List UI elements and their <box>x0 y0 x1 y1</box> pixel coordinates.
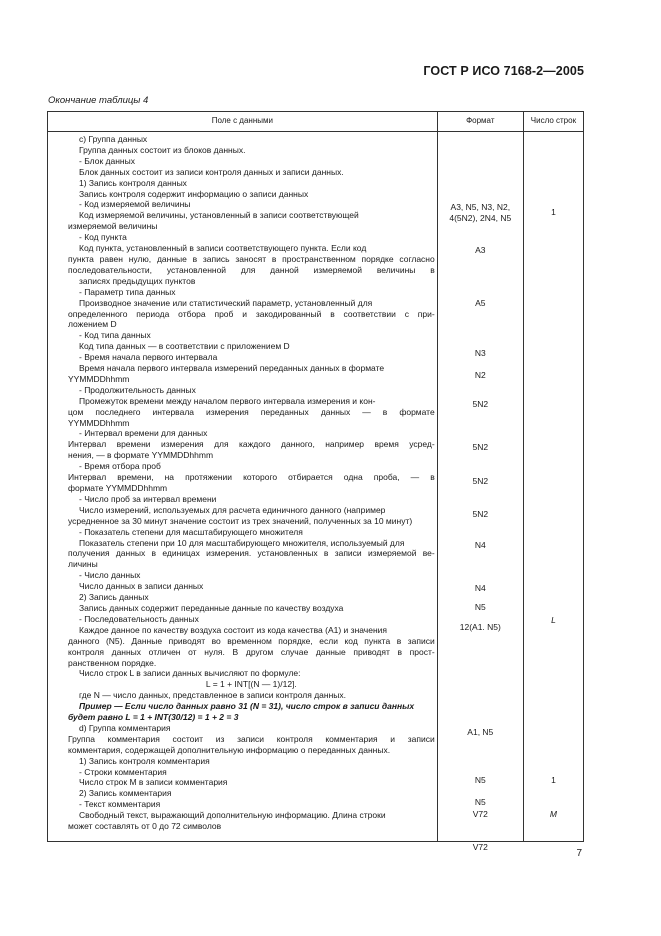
field-description-line: Число строк М в записи комментария <box>79 777 228 788</box>
field-description-line: - Продолжительность данных <box>79 384 196 395</box>
field-description-line: Производное значение или статистический параметр, установленный для <box>79 297 373 308</box>
field-description-line: усредненное за 30 минут значение состоит из трех значений, полученных за 10 минут) <box>68 515 413 526</box>
field-description-line: Число строк L в записи данных вычисляют по формуле: <box>79 668 301 679</box>
format-value: 5N2 <box>472 476 489 486</box>
format-value: N5 <box>474 602 486 612</box>
format-value: А5 <box>475 298 486 308</box>
field-description-line: Пример — Если число данных равно 31 (N = 31), число строк в записи данных <box>79 701 415 712</box>
field-description-line: пункта равен нулю, данные в запись заносят в пространственном порядке согласно <box>68 253 435 264</box>
field-description-line: данного (N5). Данные приводят во временном порядке, если код пункта в записи <box>68 635 435 646</box>
field-description-line: - Код пункта <box>79 232 127 243</box>
field-description-line: Время начала первого интервала измерений переданных данных в формате <box>79 363 385 374</box>
field-description-line: Число данных в записи данных <box>79 581 204 592</box>
column-header-field: Поле с данными <box>48 112 438 132</box>
field-description-line: YYMMDDhhmm <box>68 373 130 384</box>
field-description-line: - Число данных <box>79 570 141 581</box>
field-description-line: цом последнего интервала измерения переданных данных — в формате <box>68 406 435 417</box>
row-count-value: L <box>551 615 556 625</box>
field-description-line: определенного периода отбора проб и закодированный в соответствии с при- <box>68 308 435 319</box>
field-description-line: личины <box>68 559 98 570</box>
field-description-line: ранственном порядке. <box>68 657 157 668</box>
field-description-line: Код типа данных — в соответствии с приложением D <box>79 341 290 352</box>
field-description-line: Промежуток времени между началом первого интервала измерения и кон- <box>79 395 376 406</box>
format-value: 5N2 <box>472 399 489 409</box>
page-number: 7 <box>576 848 582 859</box>
field-description-line: - Код типа данных <box>79 330 151 341</box>
field-description-line: Интервал времени измерения для каждого данного, например время усред- <box>68 439 435 450</box>
field-description-line: 1) Запись контроля данных <box>79 177 187 188</box>
format-value: N4 <box>474 540 486 550</box>
field-description-line: с) Группа данных <box>79 134 148 144</box>
format-value: 5N2 <box>472 442 489 452</box>
field-description-line: - Интервал времени для данных <box>79 428 208 439</box>
format-value: 5N2 <box>472 509 489 519</box>
format-value: V72 <box>472 809 488 819</box>
field-description-line: - Время отбора проб <box>79 461 161 472</box>
field-description-line: Запись контроля содержит информацию о записи данных <box>79 188 309 199</box>
field-description-line: - Строки комментария <box>79 766 167 777</box>
column-header-rows: Число строк <box>523 112 583 132</box>
format-value: А1, N5 <box>467 727 494 737</box>
field-description-line: комментария, содержащей дополнительную информацию о переданных данных. <box>68 744 391 755</box>
field-description-line: Запись данных содержит переданные данные по качеству воздуха <box>79 602 344 613</box>
field-description-line: Блок данных состоит из записи контроля данных и записи данных. <box>79 166 344 177</box>
field-description-line: Свободный текст, выражающий дополнительную информацию. Длина строки <box>79 810 386 821</box>
field-description-line: Показатель степени при 10 для масштабирующего множителя, используемый для <box>79 537 405 548</box>
format-value: 12(А1. N5) <box>459 622 501 632</box>
format-value: V72 <box>472 842 488 852</box>
field-description-line: Число измерений, используемых для расчета единичного данного (например <box>79 504 386 515</box>
format-value: А3, N5, N3, N2, <box>450 202 511 212</box>
field-description-line: ложением D <box>68 319 117 330</box>
field-description-line: записях предыдущих пунктов <box>79 275 196 286</box>
field-description-line: L = 1 + INT[(N — 1)/12]. <box>205 679 297 690</box>
field-description-line: нения, — в формате YYMMDDhhmm <box>68 450 214 461</box>
field-description-line: последовательности, установленной для данной измеряемой величины в <box>68 264 435 275</box>
field-description-line: - Число проб за интервал времени <box>79 493 217 504</box>
format-value: N2 <box>474 370 486 380</box>
field-description-line: Код пункта, установленный в записи соответствующего пункта. Если код <box>79 243 367 254</box>
format-value: А3 <box>475 245 486 255</box>
field-description-line: формате YYMMDDhhmm <box>68 483 168 493</box>
format-cell <box>437 132 523 852</box>
field-description-cell <box>48 132 438 842</box>
row-count-cell <box>523 132 583 842</box>
field-description-line: Группа комментария состоит из записи контроля комментария и записи <box>68 733 435 744</box>
field-description-line: - Показатель степени для масштабирующего множителя <box>79 526 303 537</box>
field-description-line: где N — число данных, представленное в записи контроля данных. <box>79 690 347 701</box>
data-table <box>47 111 584 852</box>
field-description-line: Группа данных состоит из блоков данных. <box>79 144 246 155</box>
field-description-line: 1) Запись контроля комментария <box>79 755 210 766</box>
table-header-row <box>48 112 584 132</box>
field-description-line: 2) Запись комментария <box>79 788 172 799</box>
row-count-value: 1 <box>551 207 556 217</box>
table-caption: Окончание таблицы 4 <box>48 95 149 106</box>
format-value: N5 <box>474 797 486 807</box>
field-description-line: 2) Запись данных <box>79 592 149 603</box>
table-body-row <box>48 132 584 842</box>
field-description-line: - Параметр типа данных <box>79 286 176 297</box>
field-description-line: получения данных в единицах измерения. установленных в записи измеряемой ве- <box>68 548 435 559</box>
format-value: N3 <box>474 348 486 358</box>
field-description-line: - Время начала первого интервала <box>79 352 218 363</box>
field-description-line: измеряемой величины <box>68 221 158 232</box>
row-count-value: M <box>549 809 557 819</box>
row-count-value: 1 <box>551 775 556 785</box>
format-value: N4 <box>474 583 486 593</box>
field-description-line: Интервал времени, на протяжении которого отбирается одна проба, — в <box>68 472 435 483</box>
field-description-line: - Блок данных <box>79 155 135 166</box>
field-description-line: - Последовательность данных <box>79 613 199 624</box>
field-description-line: YYMMDDhhmm <box>68 417 130 428</box>
field-description-line: Каждое данное по качеству воздуха состоит из кода качества (А1) и значения <box>79 624 388 635</box>
format-value: N5 <box>474 775 486 785</box>
field-description-line: Код измеряемой величины, установленный в записи соответствующей <box>79 210 359 221</box>
column-header-format: Формат <box>437 112 523 132</box>
field-description-line: - Код измеряемой величины <box>79 199 191 210</box>
field-description-line: может составлять от 0 до 72 символов <box>68 821 222 832</box>
field-description-line: - Текст комментария <box>79 799 161 810</box>
field-description-line: контроля данных отличен от нуля. В другом случае данные приводят в прост- <box>68 646 435 657</box>
standard-header: ГОСТ Р ИСО 7168-2—2005 <box>423 64 584 78</box>
field-description-line: будет равно L = 1 + INT(30/12) = 1 + 2 = 3 <box>68 712 239 723</box>
format-value: 4(5N2), 2N4, N5 <box>449 213 512 223</box>
field-description-line: d) Группа комментария <box>79 722 171 733</box>
